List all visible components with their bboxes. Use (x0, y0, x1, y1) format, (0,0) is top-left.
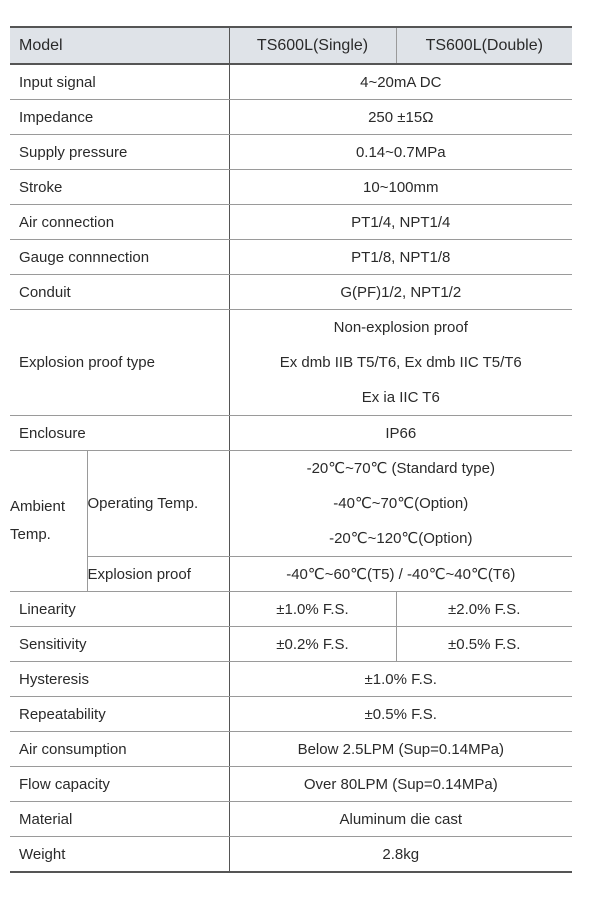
stroke-value: 10~100mm (229, 170, 572, 205)
row-explosion-proof-type (10, 310, 572, 416)
impedance-label: Impedance (10, 100, 229, 135)
row-sensitivity (10, 627, 572, 662)
weight-label: Weight (10, 837, 229, 873)
header-single: TS600L(Single) (229, 27, 396, 64)
operating-temp-label: Operating Temp. (87, 451, 229, 557)
row-linearity (10, 592, 572, 627)
row-ambient-operating (10, 451, 572, 557)
hysteresis-label: Hysteresis (10, 662, 229, 697)
repeatability-value: ±0.5% F.S. (229, 697, 572, 732)
row-enclosure (10, 416, 572, 451)
supply-pressure-value: 0.14~0.7MPa (229, 135, 572, 170)
weight-value: 2.8kg (229, 837, 572, 873)
explosion-proof-type-line: Non-explosion proof (333, 319, 468, 336)
sensitivity-double: ±0.5% F.S. (396, 627, 572, 662)
air-connection-value: PT1/4, NPT1/4 (229, 205, 572, 240)
row-gauge-connection (10, 240, 572, 275)
row-ambient-explosion (10, 557, 572, 592)
header-double: TS600L(Double) (396, 27, 572, 64)
ambient-label-line: Temp. (10, 526, 51, 543)
operating-temp-line: -20℃~70℃ (Standard type) (306, 460, 495, 477)
linearity-single: ±1.0% F.S. (229, 592, 396, 627)
row-flow-capacity (10, 767, 572, 802)
flow-capacity-label: Flow capacity (10, 767, 229, 802)
enclosure-label: Enclosure (10, 416, 229, 451)
explosion-proof-type-line: Ex dmb IIB T5/T6, Ex dmb IIC T5/T6 (279, 354, 522, 371)
stroke-label: Stroke (10, 170, 229, 205)
row-supply-pressure (10, 135, 572, 170)
sensitivity-label: Sensitivity (10, 627, 229, 662)
explosion-proof-type-label: Explosion proof type (10, 310, 229, 416)
row-input-signal (10, 64, 572, 100)
hysteresis-value: ±1.0% F.S. (229, 662, 572, 697)
spec-table (10, 26, 572, 873)
enclosure-value: IP66 (229, 416, 572, 451)
repeatability-label: Repeatability (10, 697, 229, 732)
row-weight (10, 837, 572, 873)
explosion-proof-temp-value: -40℃~60℃(T5) / -40℃~40℃(T6) (229, 557, 572, 592)
material-label: Material (10, 802, 229, 837)
impedance-value: 250 ±15Ω (229, 100, 572, 135)
header-row (10, 27, 572, 64)
header-model-label: Model (10, 27, 229, 64)
ambient-label-line: Ambient (10, 498, 66, 515)
row-impedance (10, 100, 572, 135)
sensitivity-single: ±0.2% F.S. (229, 627, 396, 662)
linearity-label: Linearity (10, 592, 229, 627)
operating-temp-line: -40℃~70℃(Option) (333, 495, 469, 512)
gauge-connection-label: Gauge connnection (10, 240, 229, 275)
explosion-proof-temp-label: Explosion proof (87, 557, 229, 592)
row-conduit (10, 275, 572, 310)
row-material (10, 802, 572, 837)
input-signal-value: 4~20mA DC (229, 64, 572, 100)
row-air-connection (10, 205, 572, 240)
linearity-double: ±2.0% F.S. (396, 592, 572, 627)
operating-temp-line: -20℃~120℃(Option) (329, 530, 473, 547)
operating-temp-values (229, 451, 572, 557)
gauge-connection-value: PT1/8, NPT1/8 (229, 240, 572, 275)
air-consumption-label: Air consumption (10, 732, 229, 767)
ambient-temp-label (10, 451, 87, 592)
row-repeatability (10, 697, 572, 732)
row-hysteresis (10, 662, 572, 697)
conduit-label: Conduit (10, 275, 229, 310)
explosion-proof-type-line: Ex ia IIC T6 (361, 389, 440, 406)
conduit-value: G(PF)1/2, NPT1/2 (229, 275, 572, 310)
material-value: Aluminum die cast (229, 802, 572, 837)
supply-pressure-label: Supply pressure (10, 135, 229, 170)
row-air-consumption (10, 732, 572, 767)
air-consumption-value: Below 2.5LPM (Sup=0.14MPa) (229, 732, 572, 767)
input-signal-label: Input signal (10, 64, 229, 100)
explosion-proof-type-values (229, 310, 572, 416)
air-connection-label: Air connection (10, 205, 229, 240)
flow-capacity-value: Over 80LPM (Sup=0.14MPa) (229, 767, 572, 802)
row-stroke (10, 170, 572, 205)
